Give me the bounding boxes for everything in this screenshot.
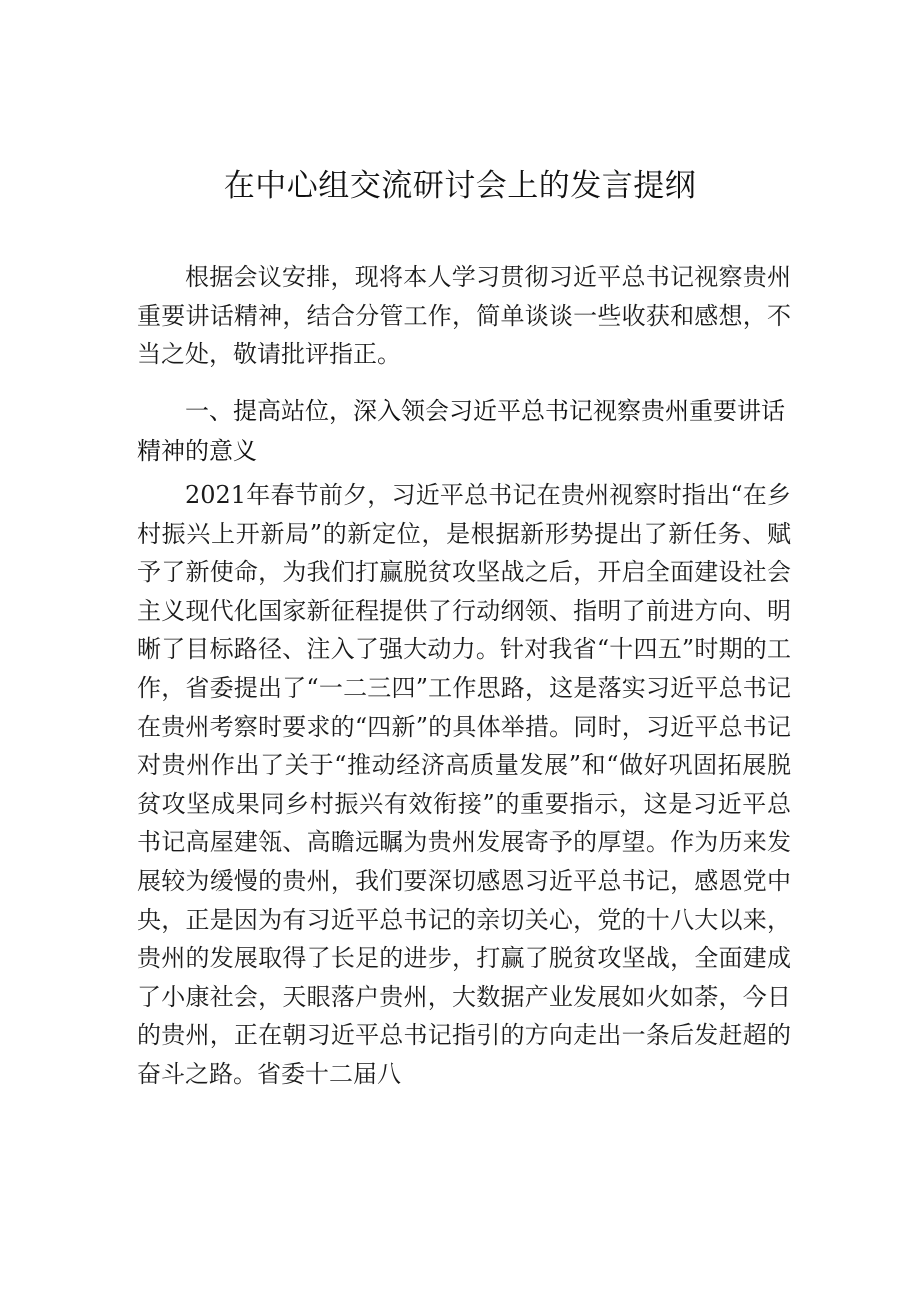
section-paragraph: 2021年春节前夕，习近平总书记在贵州视察时指出“在乡村振兴上开新局”的新定位，是根据新形势提出了新任务、赋予了新使命，为我们打赢脱贫攻坚战之后，开启全面建设社会主义现代化国家新征程提供了行动纲领、指明了前进方向、明晰了目标路径、注入了强大动力。针对我省“十四五”时期的工作，省委提出了“一二三四”工作思路，这是落实习近平总书记在贵州考察时要求的“四新”的具体举措。同时，习近平总书记对贵州作出了关于“推动经济高质量发展”和“做好巩固拓展脱贫攻坚成果同乡村振兴有效衔接”的重要指示，这是习近平总书记高屋建瓴、高瞻远瞩为贵州发展寄予的厚望。作为历来发展较为缓慢的贵州，我们要深切感恩习近平总书记，感恩党中央，正是因为有习近平总书记的亲切关心，党的十八大以来，贵州的发展取得了长足的进步，打赢了脱贫攻坚战，全面建成了小康社会，天眼落户贵州，大数据产业发展如火如荼，今日的贵州，正在朝习近平总书记指引的方向走出一条后发赶超的奋斗之路。省委十二届八 [137,481,791,1088]
document-title: 在中心组交流研讨会上的发言提纲 [223,168,697,204]
intro-paragraph: 根据会议安排，现将本人学习贯彻习近平总书记视察贵州重要讲话精神，结合分管工作，简单谈谈一些收获和感想，不当之处，敬请批评指正。 [137,263,791,369]
section-heading: 一、提高站位，深入领会习近平总书记视察贵州重要讲话精神的意义 [137,397,785,465]
